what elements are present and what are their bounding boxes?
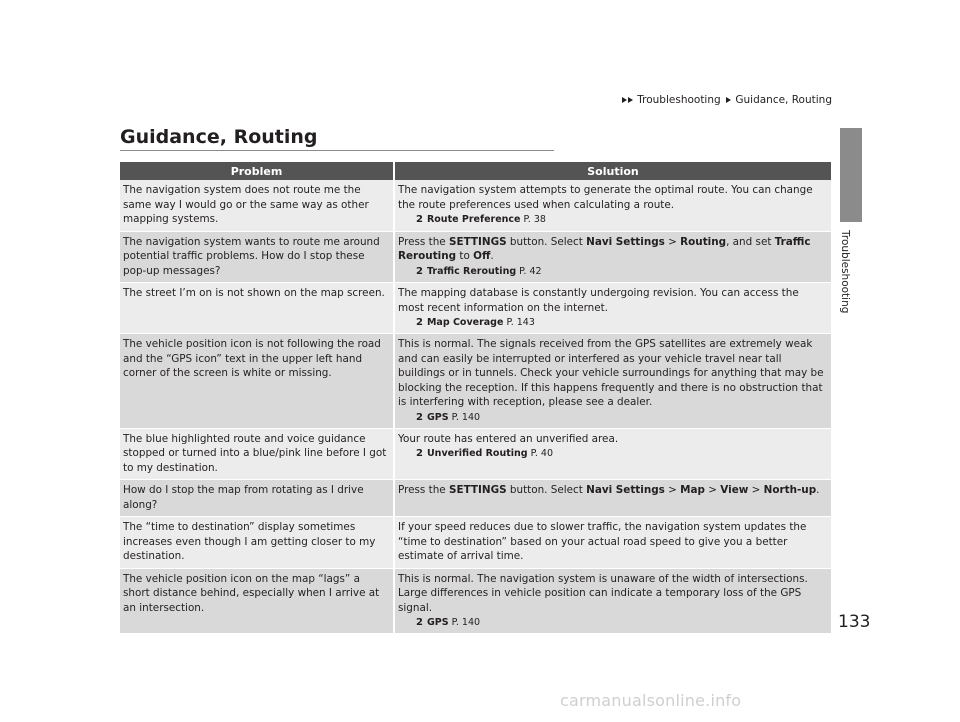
problem-cell: The vehicle position icon on the map “lags” a short distance behind, especially when I arrive at an intersection. [120, 569, 395, 635]
problem-header: Problem [120, 162, 395, 180]
reference-label: GPS [426, 617, 449, 628]
reference-page: P. 143 [506, 317, 535, 328]
table-row [120, 334, 831, 429]
troubleshooting-table [120, 162, 831, 634]
problem-cell: The street I’m on is not shown on the map screen. [120, 283, 395, 334]
reference-label: Unverified Routing [426, 448, 528, 459]
problem-cell: The “time to destination” display sometimes increases even though I am getting closer to my destination. [120, 517, 395, 569]
page-number: 133 [838, 612, 871, 632]
table-row [120, 283, 831, 334]
solution-header: Solution [395, 162, 831, 180]
title-divider [120, 150, 554, 151]
reference-label: Map Coverage [426, 317, 504, 328]
reference-arrow-icon: 2 [416, 214, 423, 225]
table-row [120, 232, 831, 284]
cross-reference-link[interactable] [398, 616, 827, 629]
problem-cell: The blue highlighted route and voice guidance stopped or turned into a blue/pink line before I got to my destination. [120, 429, 395, 481]
reference-arrow-icon: 2 [416, 448, 423, 459]
problem-cell: How do I stop the map from rotating as I drive along? [120, 480, 395, 517]
cross-reference-link[interactable] [398, 447, 827, 460]
breadcrumb-arrow-icon [622, 97, 627, 103]
page-title: Guidance, Routing [120, 126, 318, 148]
reference-page: P. 38 [523, 214, 546, 225]
solution-text: Press the SETTINGS button. Select Navi Settings > Map > View > North-up. [398, 484, 820, 496]
problem-cell: The navigation system does not route me the same way I would go or the same way as other mapping systems. [120, 180, 395, 232]
breadcrumb-current: Guidance, Routing [735, 94, 832, 106]
table-row [120, 480, 831, 517]
reference-page: P. 40 [530, 448, 554, 459]
table-row [120, 180, 831, 232]
section-tab-label: Troubleshooting [839, 230, 851, 314]
table-row [120, 517, 831, 569]
solution-text: This is normal. The navigation system is unaware of the width of intersections. Large differences in vehicle position can indicate a temporary loss of the GPS signal. [398, 572, 808, 614]
reference-page: P. 140 [451, 411, 481, 423]
solution-cell [395, 232, 831, 284]
reference-arrow-icon: 2 [416, 617, 423, 628]
reference-page: P. 140 [451, 617, 481, 628]
solution-cell [395, 480, 831, 517]
solution-cell [395, 283, 831, 334]
cross-reference-link[interactable] [398, 213, 827, 226]
reference-page: P. 42 [519, 265, 542, 277]
solution-cell [395, 334, 831, 429]
reference-arrow-icon: 2 [416, 265, 423, 277]
reference-arrow-icon: 2 [416, 411, 423, 423]
cross-reference-link[interactable] [398, 265, 827, 278]
problem-cell: The navigation system wants to route me around potential traffic problems. How do I stop these pop-up messages? [120, 232, 395, 284]
cross-reference-link[interactable] [398, 316, 827, 329]
problem-cell: The vehicle position icon is not following the road and the “GPS icon” text in the upper left hand corner of the screen is white or missing. [120, 334, 395, 429]
solution-text: If your speed reduces due to slower traffic, the navigation system updates the “time to destination” based on your actual road speed to give you a better estimate of arrival time. [398, 521, 807, 562]
table-row [120, 569, 831, 635]
solution-text: This is normal. The signals received from the GPS satellites are extremely weak and can easily be interrupted or interfered as your vehicle travel near tall buildings or in tunnels. Check your vehicle surroundings for anything that may be blocking the reception. If this happens frequently and there is no obstruction that is interfering with reception, please see a dealer. [398, 338, 824, 408]
reference-label: Route Preference [426, 214, 521, 225]
solution-cell [395, 429, 831, 481]
section-tab [840, 128, 862, 222]
watermark: carmanualsonline.info [560, 691, 742, 710]
reference-label: GPS [426, 411, 449, 423]
breadcrumb-section: Troubleshooting [637, 94, 721, 106]
solution-text: Your route has entered an unverified area. [398, 432, 619, 445]
table-header-row [120, 162, 831, 180]
solution-cell [395, 180, 831, 232]
solution-cell [395, 517, 831, 569]
solution-text: The navigation system attempts to generate the optimal route. You can change the route preferences used when calculating a route. [398, 184, 813, 211]
reference-label: Traffic Rerouting [426, 265, 517, 277]
cross-reference-link[interactable] [398, 411, 827, 424]
breadcrumb-arrow-icon [628, 97, 633, 103]
breadcrumb [622, 94, 832, 106]
reference-arrow-icon: 2 [416, 317, 423, 328]
solution-text: The mapping database is constantly undergoing revision. You can access the most recent information on the internet. [398, 287, 799, 314]
breadcrumb-arrow-icon [726, 97, 731, 103]
solution-cell [395, 569, 831, 635]
solution-text: Press the SETTINGS button. Select Navi Settings > Routing, and set Traffic Rerouting to Off. [398, 235, 811, 262]
table-row [120, 429, 831, 481]
